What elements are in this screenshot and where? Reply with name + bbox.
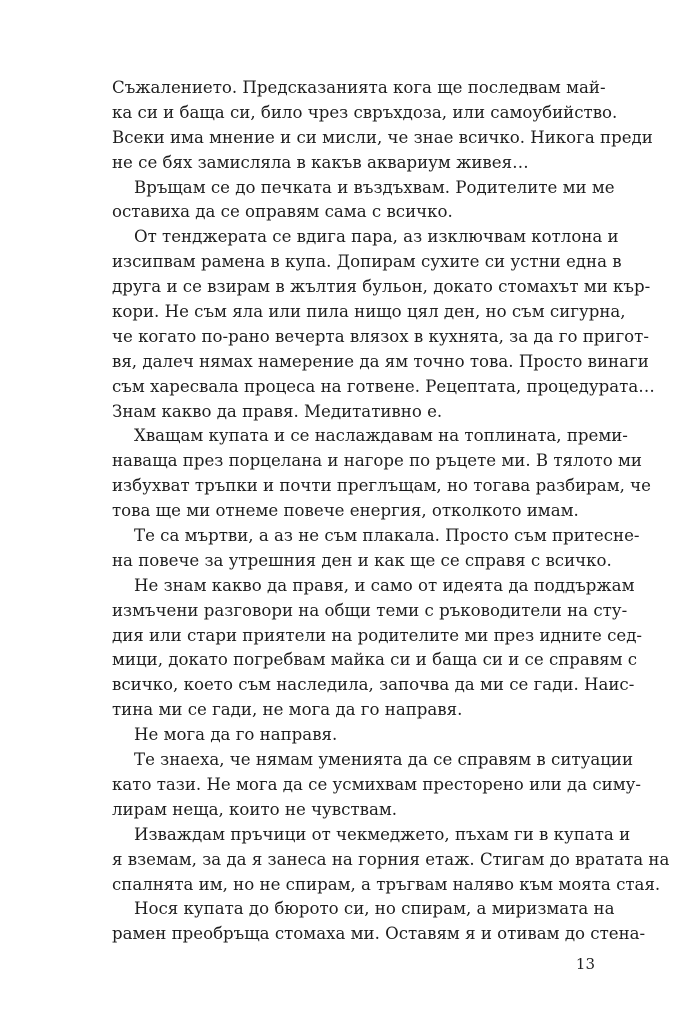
text-line: Всеки има мнение и си мисли, че знае всичко. Никога преди [112,127,653,147]
text-line: спалнята им, но не спирам, а тръгвам наляво към моята стая. [112,874,661,894]
paragraph [112,823,670,898]
paragraph [112,574,643,723]
text-line: Те знаеха, че нямам уменията да се справям в ситуации [134,750,634,770]
text-line: я вземам, за да я занеса на горния етаж. Стигам до вратата на [112,849,670,869]
text-line: Нося купата до бюрото си, но спирам, а миризмата на [134,899,615,919]
text-line: съм харесвала процеса на готвене. Рецептата, процедурата… [112,376,655,396]
text-line: това ще ми отнеме повече енергия, отколкото имам. [112,501,579,521]
text-line: че когато по-рано вечерта влязох в кухнята, за да го пригот- [112,326,649,346]
text-line: Те са мъртви, а аз не съм плакала. Просто съм притесне- [134,526,640,546]
text-line: на повече за утрешния ден и как ще се справя с всичко. [112,550,612,570]
paragraph [112,748,642,823]
body-text [112,76,670,947]
text-line: лирам неща, които не чувствам. [112,799,398,819]
text-line: не се бях замисляла в какъв аквариум живея… [112,152,529,172]
text-line: вя, далеч нямах намерение да ям точно това. Просто винаги [112,351,649,371]
paragraph [112,225,655,424]
page-number: 13 [575,955,595,973]
paragraph [112,76,653,176]
text-line: измъчени разговори на общи теми с ръководители на сту- [112,600,628,620]
text-line: Не мога да го направя. [134,725,338,745]
text-line: всичко, което съм наследила, започва да ми се гади. Наис- [112,675,635,695]
text-line: Изваждам пръчици от чекмеджето, пъхам ги в купата и [134,824,631,844]
text-line: Не знам какво да правя, и само от идеята да поддържам [134,575,635,595]
text-line: наваща през порцелана и нагоре по ръцете ми. В тялото ми [112,451,642,471]
text-line: изсипвам рамена в купа. Допирам сухите си устни една в [112,252,622,272]
text-line: рамен преобръща стомаха ми. Оставям я и отивам до стена- [112,924,646,944]
paragraph [112,723,595,748]
text-line: Съжалението. Предсказанията кога ще последвам май- [112,78,606,97]
text-line: Хващам купата и се наслаждавам на топлината, преми- [134,426,628,446]
paragraph [112,897,646,947]
text-line: избухват тръпки и почти преглъщам, но тогава разбирам, че [112,476,651,496]
paragraph [112,424,651,524]
text-line: друга и се взирам в жълтия бульон, докато стомахът ми кър- [112,277,651,297]
text-line: мици, докато погребвам майка си и баща си и се справям с [112,650,638,670]
text-line: Връщам се до печката и въздъхвам. Родителите ми ме [134,177,615,197]
text-line: ка си и баща си, било чрез свръхдоза, или самоубийство. [112,102,618,122]
text-line: Знам какво да правя. Медитативно е. [112,401,443,421]
text-line: като тази. Не мога да се усмихвам престорено или да симу- [112,774,642,794]
text-line: От тенджерата се вдига пара, аз изключвам котлона и [134,227,619,247]
text-line: тина ми се гади, не мога да го направя. [112,700,463,720]
text-line: оставиха да се оправям сама с всичко. [112,202,453,222]
text-line: дия или стари приятели на родителите ми през идните сед- [112,625,643,645]
paragraph [112,524,640,574]
text-line: кори. Не съм яла или пила нищо цял ден, но съм сигурна, [112,302,626,322]
paragraph [112,176,615,226]
